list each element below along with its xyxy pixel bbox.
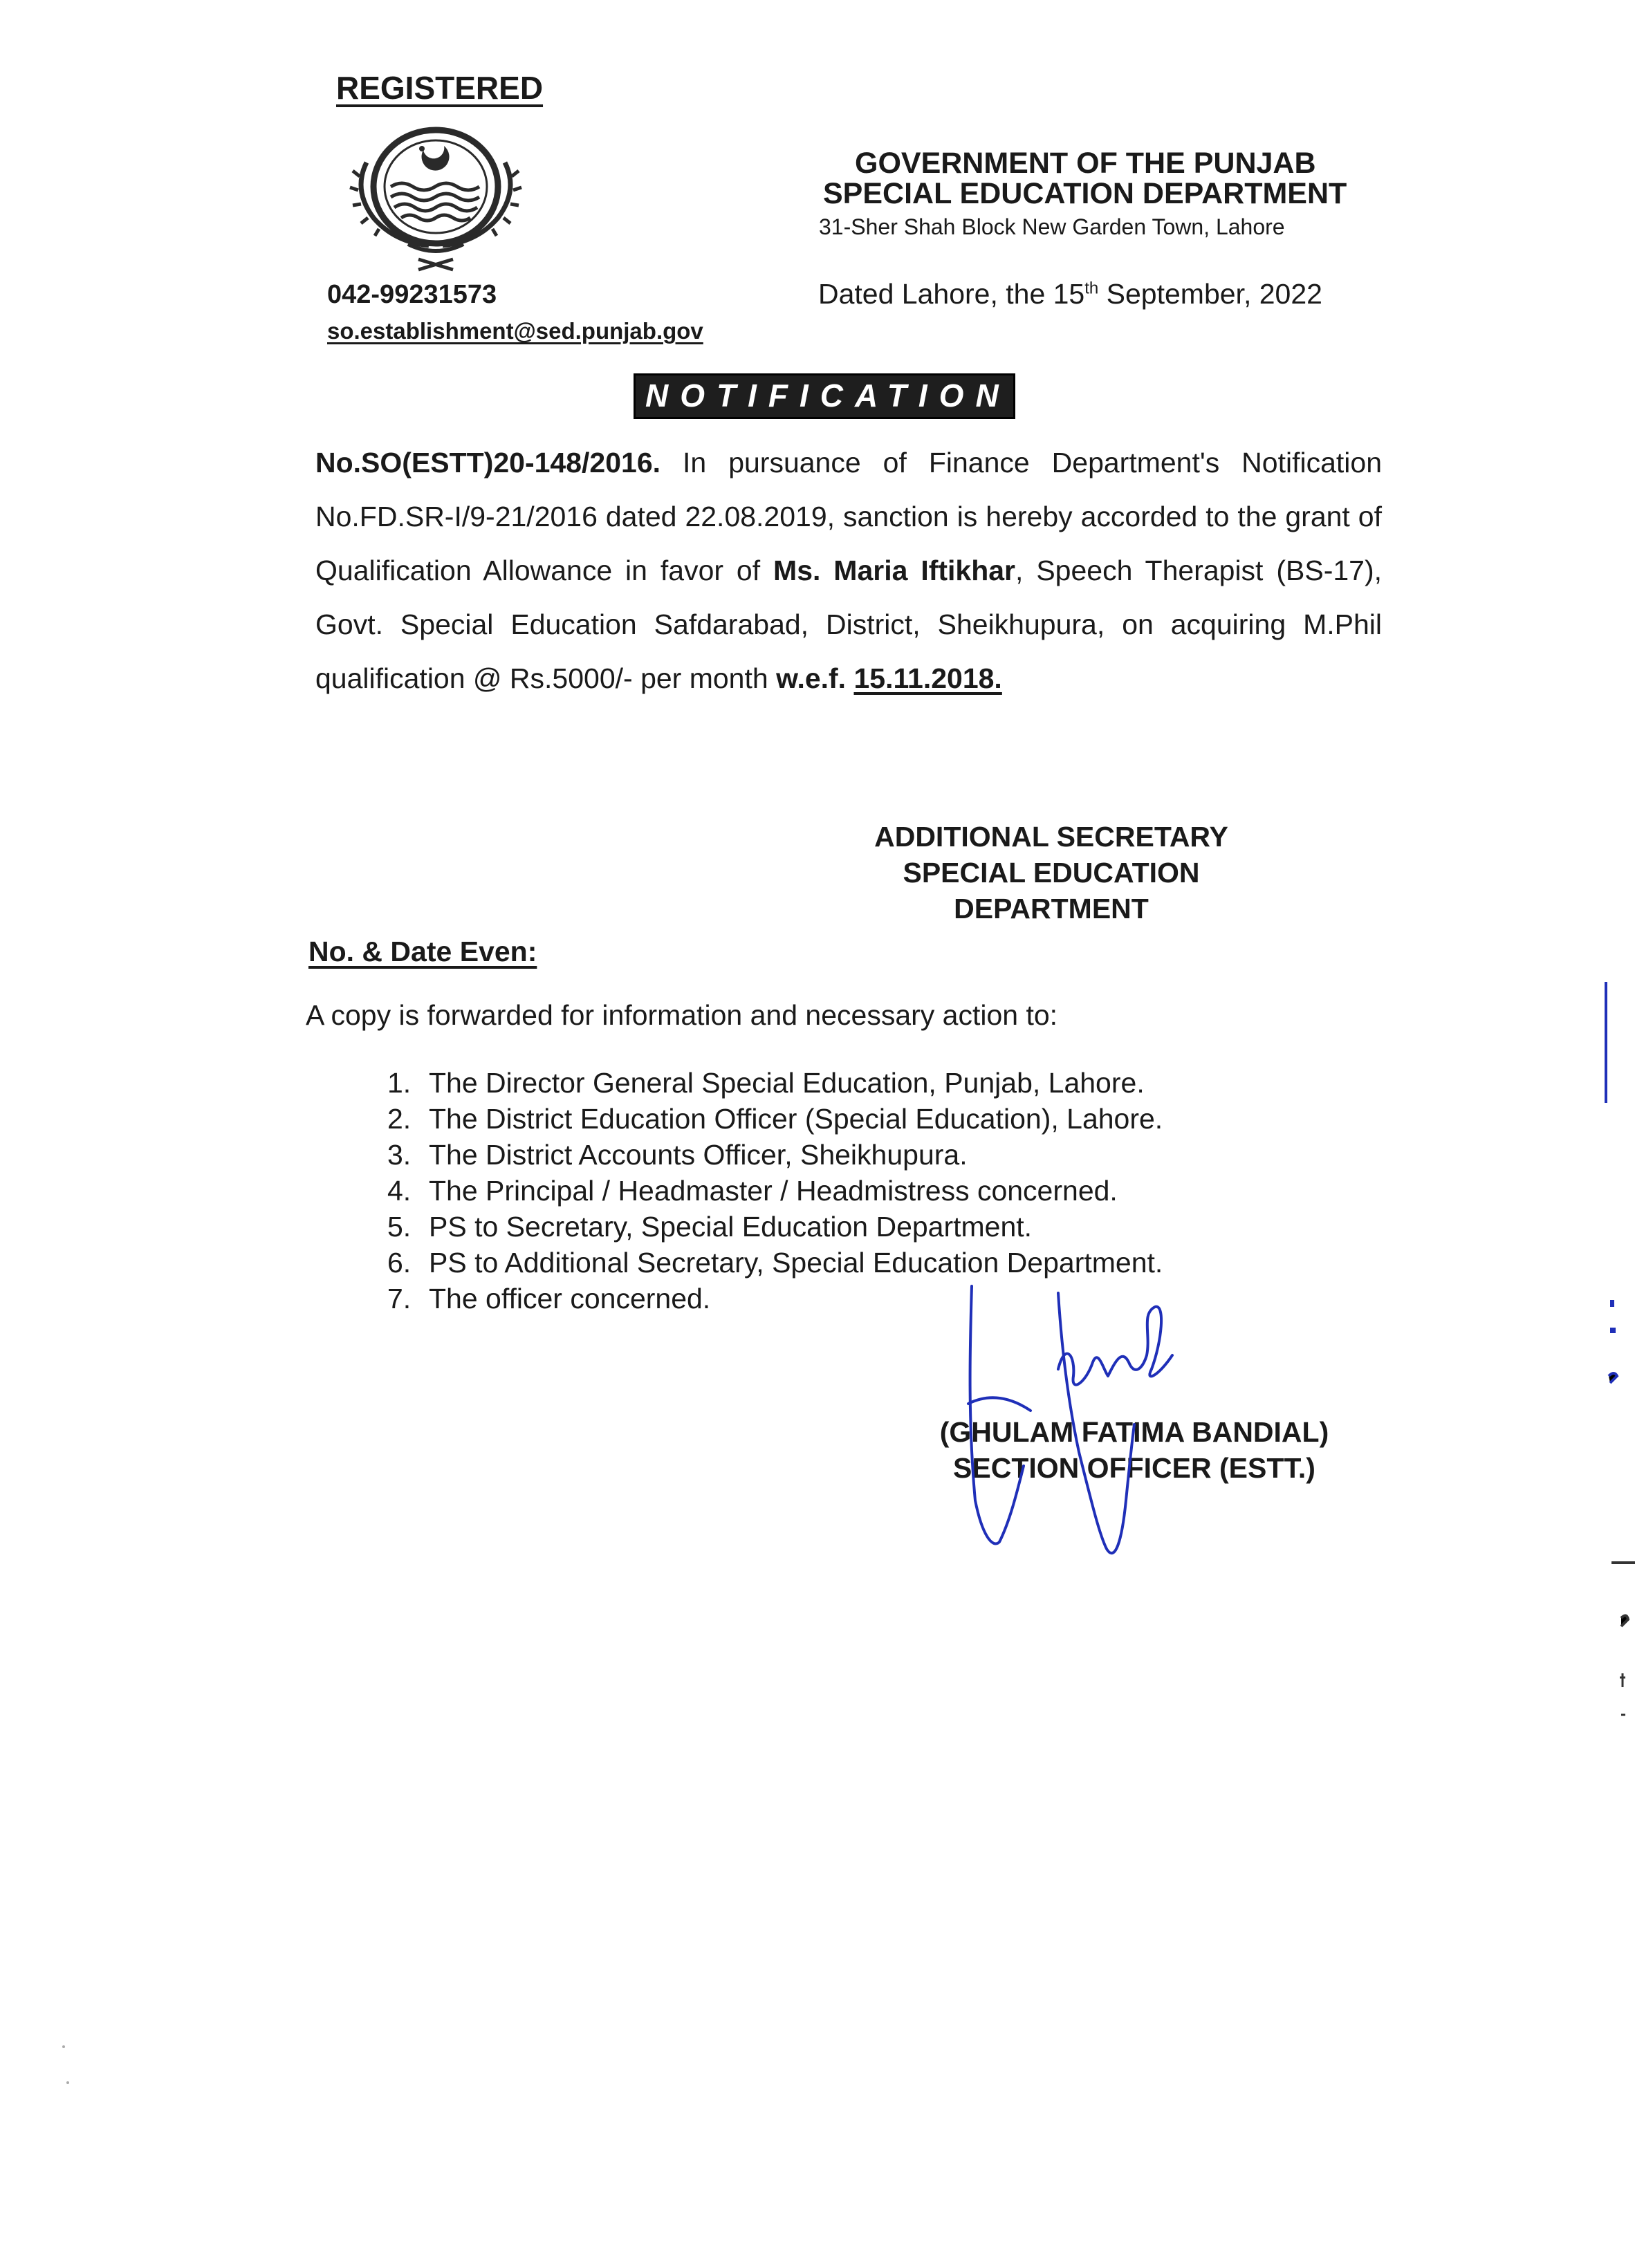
- list-item: [387, 1137, 1163, 1173]
- recipient-text: The Director General Special Education, Punjab, Lahore.: [429, 1067, 1145, 1099]
- recipient-text: The Principal / Headmaster / Headmistress concerned.: [429, 1175, 1118, 1207]
- punjab-government-emblem-icon: [339, 121, 533, 277]
- email-address[interactable]: so.establishment@sed.punjab.gov: [327, 318, 703, 344]
- date-line: [818, 278, 1322, 310]
- beneficiary-name: Ms. Maria Iftikhar: [773, 555, 1016, 586]
- list-number: 6.: [387, 1247, 412, 1279]
- recipient-text: PS to Secretary, Special Education Department.: [429, 1211, 1033, 1243]
- list-item: [387, 1101, 1163, 1137]
- signatory-name: (GHULAM FATIMA BANDIAL): [939, 1416, 1329, 1448]
- designation-line-3: DEPARTMENT: [954, 893, 1149, 924]
- notification-text-a: In pursuance of Finance Department's Notification No.FD.SR-I/9-21/2016 dated 22.08.2019, sanction is hereby accorded to the grant of Qualification Allowance in favor of: [315, 447, 1382, 586]
- notification-title: NOTIFICATION: [634, 373, 1015, 419]
- list-number: 2.: [387, 1103, 412, 1135]
- scan-edge-marks: [1591, 982, 1635, 1742]
- government-heading: GOVERNMENT OF THE PUNJAB: [855, 147, 1316, 180]
- wef-label: w.e.f.: [776, 662, 847, 694]
- recipient-text: PS to Additional Secretary, Special Education Department.: [429, 1247, 1163, 1279]
- list-number: 5.: [387, 1211, 412, 1243]
- date-rest: September, 2022: [1098, 278, 1322, 310]
- endorsement-heading: No. & Date Even:: [308, 936, 537, 967]
- recipient-text: The District Education Officer (Special Education), Lahore.: [429, 1103, 1163, 1135]
- notification-number: No.SO(ESTT)20-148/2016.: [315, 447, 661, 478]
- designation-line-2: SPECIAL EDUCATION: [903, 857, 1200, 889]
- list-item: [387, 1065, 1163, 1101]
- handwritten-signature: [927, 1272, 1217, 1577]
- notification-text-b: , Speech Therapist (BS-17), Govt. Special Education Safdarabad, District, Sheikhupura, on acquiring M.Phil qualification @ Rs.5000/- per month: [315, 555, 1383, 694]
- signatory-title: SECTION OFFICER (ESTT.): [953, 1452, 1315, 1484]
- date-ordinal-suffix: th: [1084, 279, 1099, 298]
- notification-body: [315, 436, 1382, 705]
- designation-line-1: ADDITIONAL SECRETARY: [874, 821, 1228, 853]
- recipient-text: The District Accounts Officer, Sheikhupura.: [429, 1139, 968, 1171]
- date-prefix: Dated Lahore, the 15: [818, 278, 1085, 310]
- department-address: 31-Sher Shah Block New Garden Town, Lahore: [819, 214, 1285, 239]
- recipient-text: The officer concerned.: [429, 1283, 711, 1314]
- endorsement-intro: A copy is forwarded for information and necessary action to:: [306, 999, 1058, 1031]
- wef-date: 15.11.2018.: [853, 662, 1002, 694]
- list-number: 4.: [387, 1175, 412, 1207]
- scan-speck: [62, 2045, 65, 2048]
- list-number: 3.: [387, 1139, 412, 1171]
- list-number: 1.: [387, 1067, 412, 1099]
- list-item: [387, 1173, 1163, 1209]
- designation-block: [858, 819, 1245, 927]
- list-item: [387, 1209, 1163, 1245]
- list-number: 7.: [387, 1283, 412, 1314]
- scan-speck: [66, 2081, 69, 2084]
- registered-label: REGISTERED: [336, 70, 544, 106]
- department-heading: SPECIAL EDUCATION DEPARTMENT: [823, 177, 1347, 210]
- phone-number: 042-99231573: [327, 280, 497, 309]
